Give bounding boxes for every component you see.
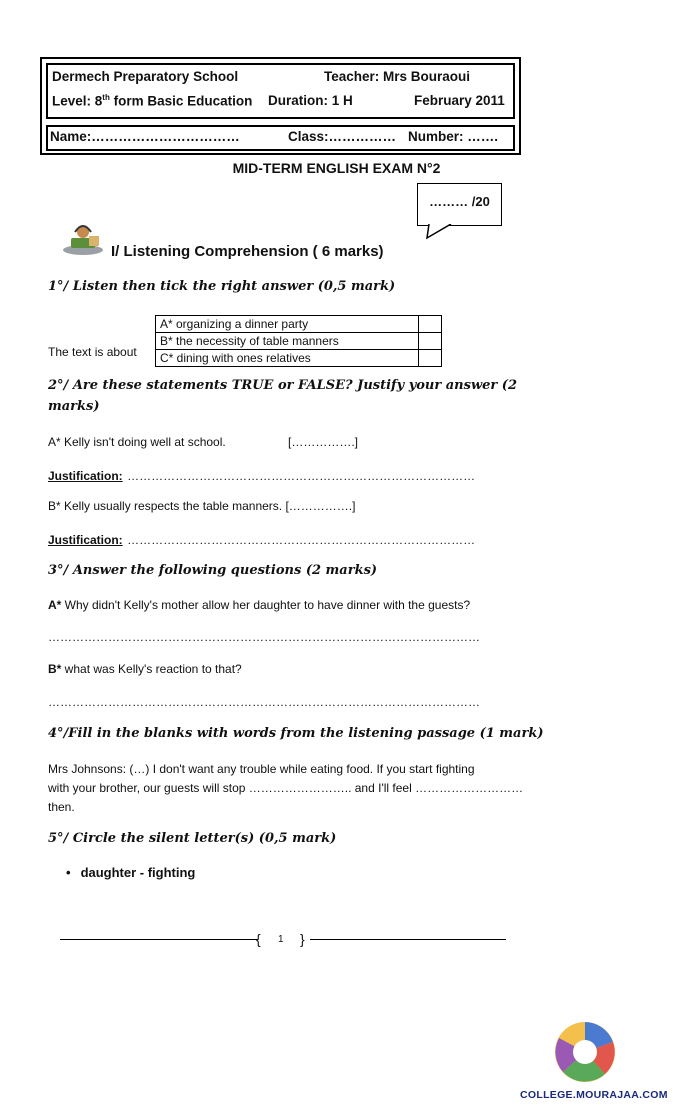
- justification-label: Justification:: [48, 533, 123, 547]
- q5-words[interactable]: daughter - fighting: [80, 865, 196, 880]
- school-name: Dermech Preparatory School: [52, 69, 239, 84]
- option-row: [156, 350, 442, 367]
- tick-box-a[interactable]: [419, 316, 442, 333]
- q2-title-line1: 2°/ Are these statements TRUE or FALSE? Justify your answer (2: [48, 378, 517, 393]
- q2-justification-b: [48, 531, 475, 549]
- header-inner: [46, 63, 515, 119]
- level: Level: 8th form Basic Education: [52, 93, 253, 109]
- justification-label: Justification:: [48, 469, 123, 483]
- exam-title: MID-TERM ENGLISH EXAM N°2: [232, 160, 441, 176]
- q3-question-a: A* Why didn't Kelly's mother allow her daughter to have dinner with the guests?: [48, 598, 471, 612]
- header-box: [40, 57, 521, 155]
- footer-bracket-left-icon: {: [256, 931, 261, 947]
- footer-line-left: [60, 939, 258, 940]
- q2-statement-a: A* Kelly isn't doing well at school.: [48, 435, 226, 449]
- page-number: 1: [278, 934, 284, 945]
- class-field: Class:……………: [288, 129, 397, 144]
- q2-statement-b: B* Kelly usually respects the table manners. […………….]: [48, 499, 356, 513]
- option-b: B* the necessity of table manners: [156, 333, 419, 350]
- score-box: ……… /20: [417, 183, 502, 226]
- student-info-row: [46, 125, 515, 151]
- duration: Duration: 1 H: [268, 93, 353, 108]
- tick-box-c[interactable]: [419, 350, 442, 367]
- option-row: [156, 333, 442, 350]
- listening-student-icon: [61, 222, 105, 256]
- exam-date: February 2011: [414, 93, 505, 108]
- q2-justification-a: [48, 467, 475, 485]
- name-field: Name:……………………………: [50, 129, 240, 144]
- q5-word-list: [66, 865, 195, 880]
- q3-question-b: B* what was Kelly's reaction to that?: [48, 662, 242, 676]
- option-c: C* dining with ones relatives: [156, 350, 419, 367]
- justification-dots[interactable]: ……………………………………………………………………………: [127, 533, 476, 547]
- q3-answer-a-line[interactable]: ………………………………………………………………………………………………: [48, 630, 480, 644]
- q3-answer-b-line[interactable]: ………………………………………………………………………………………………: [48, 695, 480, 709]
- option-row: [156, 316, 442, 333]
- q4-line1: Mrs Johnsons: (…) I don't want any trouble while eating food. If you start fighting: [48, 762, 475, 776]
- teacher-name: Teacher: Mrs Bouraoui: [324, 69, 471, 84]
- q2-title-line2: marks): [48, 399, 100, 414]
- footer-line-right: [310, 939, 506, 940]
- score-bubble-tail-icon: [425, 224, 455, 240]
- q1-options-table: [155, 315, 442, 367]
- q1-title: 1°/ Listen then tick the right answer (0,5 mark): [48, 279, 396, 294]
- justification-dots[interactable]: ……………………………………………………………………………: [127, 469, 476, 483]
- bullet-icon: •: [66, 865, 71, 880]
- number-field: Number: …….: [408, 129, 499, 144]
- watermark-text[interactable]: COLLEGE.MOURAJAA.COM: [520, 1089, 668, 1101]
- q2-blank-a[interactable]: […………….]: [288, 435, 359, 449]
- q3-title: 3°/ Answer the following questions (2 marks): [48, 563, 378, 578]
- q4-line3: then.: [48, 800, 75, 814]
- q1-stem: The text is about: [48, 345, 137, 359]
- q4-line2[interactable]: with your brother, our guests will stop …………………….. and I'll feel ………………………: [48, 781, 524, 795]
- footer-bracket-right-icon: }: [300, 931, 305, 947]
- section-listening-title: I/ Listening Comprehension ( 6 marks): [111, 243, 384, 260]
- q5-title: 5°/ Circle the silent letter(s) (0,5 mark): [48, 831, 337, 846]
- option-a: A* organizing a dinner party: [156, 316, 419, 333]
- tick-box-b[interactable]: [419, 333, 442, 350]
- q4-title: 4°/Fill in the blanks with words from the listening passage (1 mark): [48, 726, 544, 741]
- site-logo-icon: [547, 1010, 623, 1086]
